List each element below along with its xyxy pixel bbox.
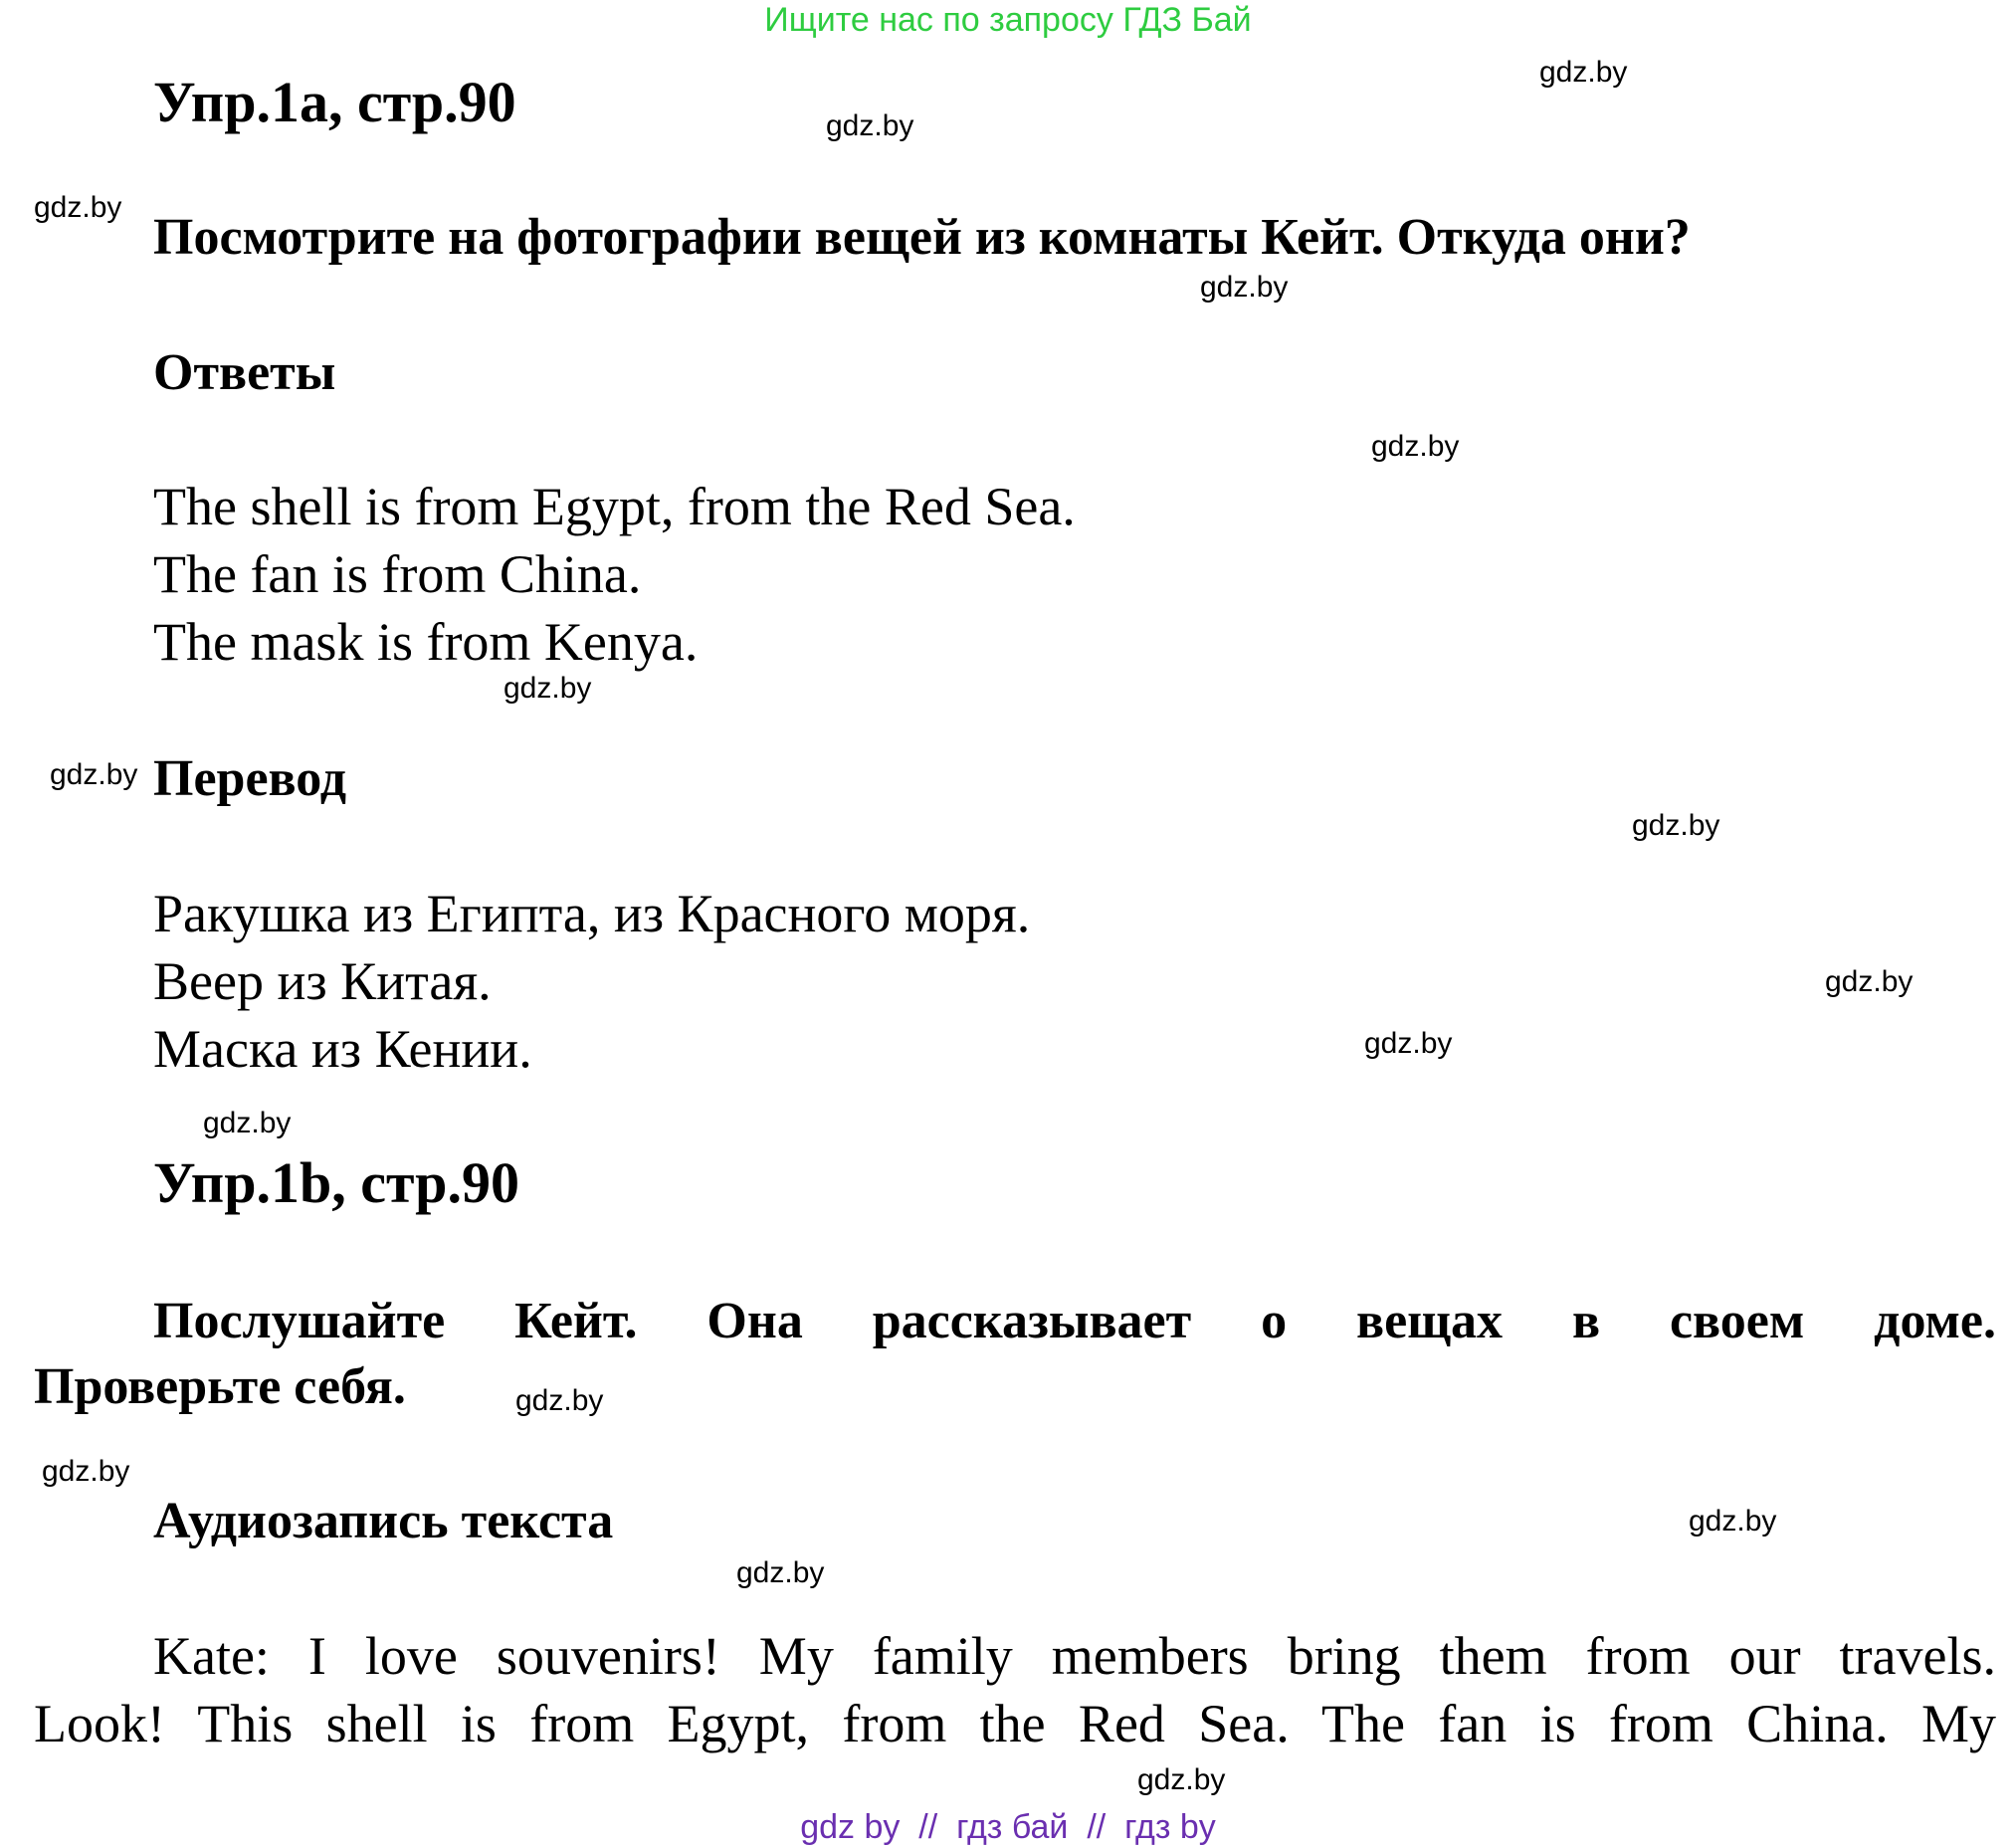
watermark: gdz.by: [1371, 430, 1460, 463]
watermark: gdz.by: [1200, 271, 1289, 304]
answers-heading: Ответы: [153, 344, 336, 401]
watermark: gdz.by: [42, 1455, 130, 1488]
watermark: gdz.by: [736, 1556, 825, 1589]
audio-text-line: Look! This shell is from Egypt, from the Red Sea. The fan is from China. My: [34, 1694, 1996, 1753]
watermark: gdz.by: [504, 672, 592, 705]
watermark: gdz.by: [1364, 1027, 1453, 1060]
watermark: gdz.by: [826, 109, 914, 142]
answer-line: The mask is from Kenya.: [153, 612, 699, 672]
translation-line: Веер из Китая.: [153, 951, 492, 1011]
footer-banner: gdz by // гдз бай // гдз by: [800, 1808, 1216, 1846]
translation-heading: Перевод: [153, 750, 347, 807]
translation-line: Ракушка из Египта, из Красного моря.: [153, 884, 1031, 943]
task-text: Послушайте Кейт. Она рассказывает о вещах в своем доме.: [153, 1293, 1996, 1349]
watermark: gdz.by: [1825, 965, 1914, 998]
watermark: gdz.by: [515, 1384, 604, 1417]
top-banner: Ищите нас по запросу ГДЗ Бай: [764, 1, 1252, 39]
answer-line: The fan is from China.: [153, 544, 642, 604]
watermark: gdz.by: [1632, 809, 1720, 842]
audio-text-line: Kate: I love souvenirs! My family members bring them from our travels.: [153, 1626, 1996, 1686]
watermark: gdz.by: [1137, 1763, 1226, 1796]
watermark: gdz.by: [34, 191, 122, 224]
watermark: gdz.by: [1689, 1505, 1777, 1538]
watermark: gdz.by: [50, 758, 138, 791]
task-text: Проверьте себя.: [34, 1358, 406, 1415]
watermark: gdz.by: [203, 1107, 292, 1139]
task-text: Посмотрите на фотографии вещей из комнаты Кейт. Откуда они?: [153, 209, 1691, 266]
answer-line: The shell is from Egypt, from the Red Sea.: [153, 477, 1076, 536]
exercise-title: Упр.1b, стр.90: [153, 1150, 519, 1215]
watermark: gdz.by: [1539, 56, 1628, 89]
translation-line: Маска из Кении.: [153, 1019, 532, 1079]
audio-heading: Аудиозапись текста: [153, 1493, 614, 1549]
exercise-title: Упр.1a, стр.90: [153, 70, 516, 134]
